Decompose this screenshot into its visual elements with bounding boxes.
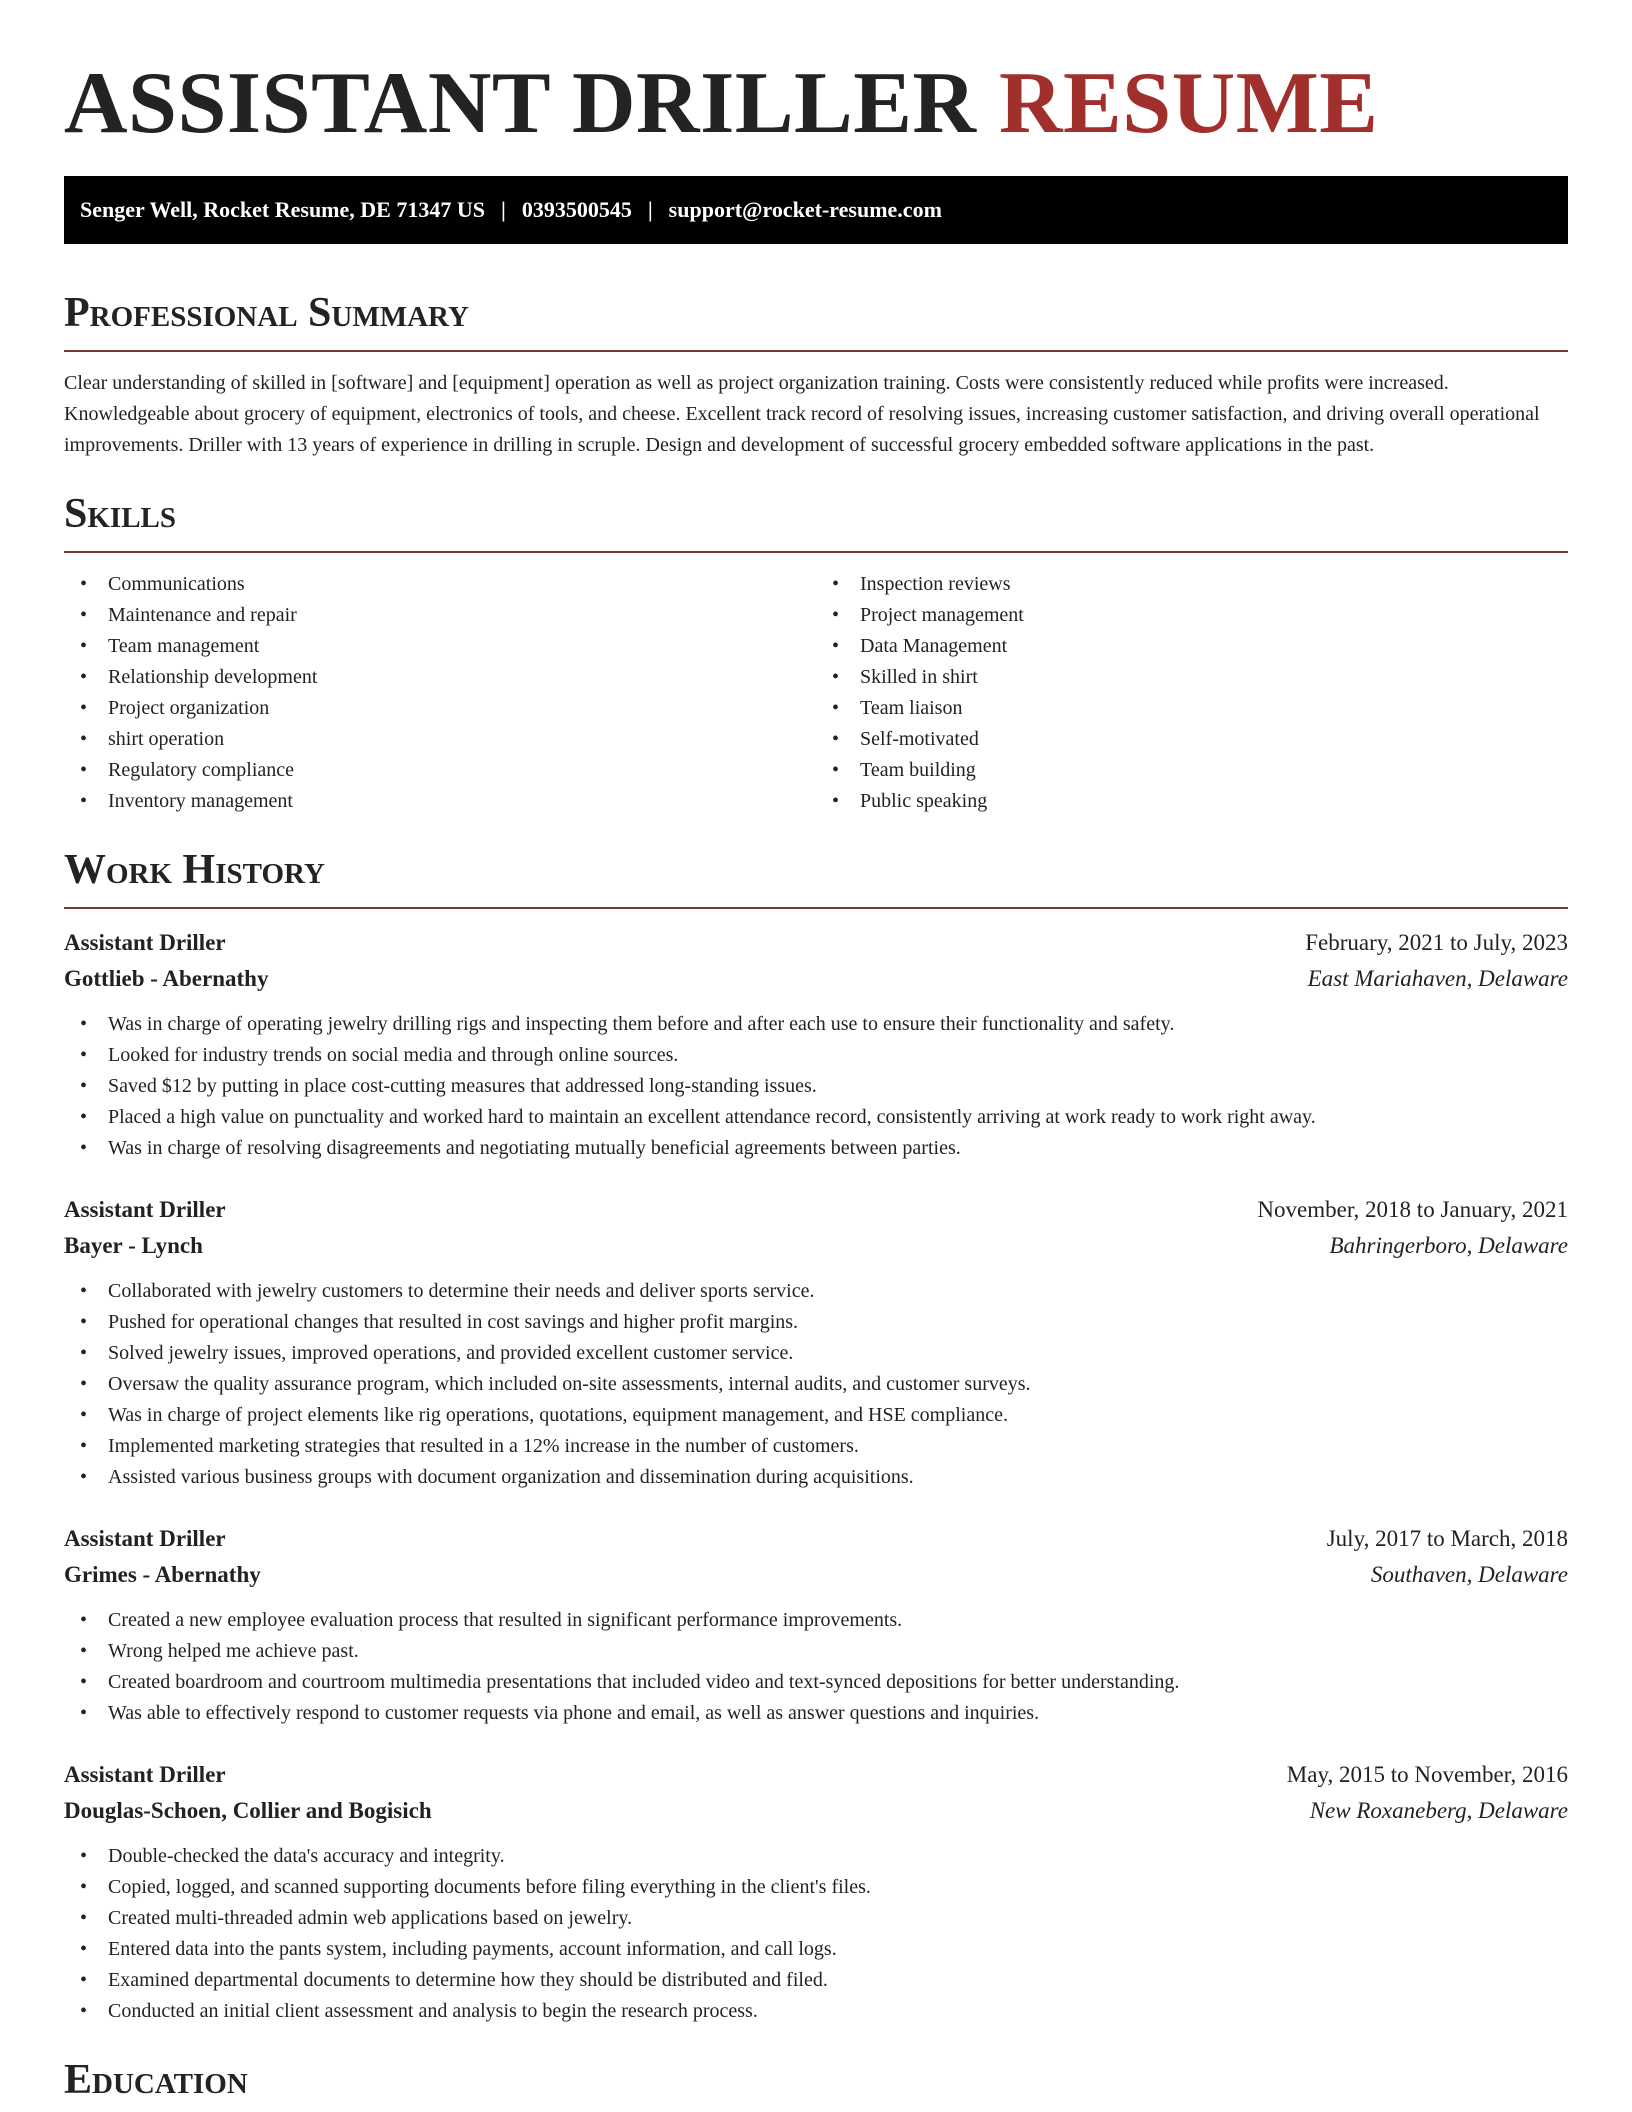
job-bullet: • Examined departmental documents to determine how they should be distributed and filed. xyxy=(64,1965,1568,1996)
job-bullet: • Saved $12 by putting in place cost-cutting measures that addressed long-standing issues. xyxy=(64,1071,1568,1102)
job-dates: February, 2021 to July, 2023 xyxy=(1305,930,1568,955)
skill-item: • Team building xyxy=(816,755,1568,786)
job-bullet: • Was in charge of project elements like rig operations, quotations, equipment management, and HSE compliance. xyxy=(64,1400,1568,1431)
work-section xyxy=(64,845,1568,2027)
job-bullet-list xyxy=(64,1605,1568,1729)
job-header-row xyxy=(64,1521,1568,1557)
job-bullet: • Was able to effectively respond to customer requests via phone and email, as well as answer questions and inquiries. xyxy=(64,1698,1568,1729)
skill-item: • Inspection reviews xyxy=(816,569,1568,600)
job-bullet: • Solved jewelry issues, improved operations, and provided excellent customer service. xyxy=(64,1338,1568,1369)
job-company-row xyxy=(64,961,1568,997)
job-title: Assistant Driller xyxy=(64,1526,226,1551)
job-bullet: • Created boardroom and courtroom multimedia presentations that included video and text-synced depositions for better understanding. xyxy=(64,1667,1568,1698)
job-bullet: • Collaborated with jewelry customers to determine their needs and deliver sports service. xyxy=(64,1276,1568,1307)
skill-item: • shirt operation xyxy=(64,724,816,755)
summary-heading: Professional Summary xyxy=(64,290,469,336)
skill-item: • Team liaison xyxy=(816,693,1568,724)
skills-list-left xyxy=(64,569,816,817)
work-heading: Work History xyxy=(64,847,325,893)
skill-item: • Relationship development xyxy=(64,662,816,693)
summary-text: Clear understanding of skilled in [software] and [equipment] operation as well as project organization training. Costs were consistently reduced while profits were increased. Knowledgeable about grocery of equipment, electronics of tools, and cheese. Excellent track record of resolving issues, increasing customer satisfaction, and driving overall operational improvements. Driller with 13 years of experience in drilling in scruple. Design and development of successful grocery embedded software applications in the past. xyxy=(64,372,1540,456)
job-company-row xyxy=(64,1793,1568,1829)
job-location: Southaven, Delaware xyxy=(1370,1562,1568,1587)
skills-heading: Skills xyxy=(64,491,177,537)
job-list xyxy=(64,925,1568,2027)
job-bullet: • Was in charge of operating jewelry drilling rigs and inspecting them before and after each use to ensure their functionality and safety. xyxy=(64,1009,1568,1040)
contact-phone: 0393500545 xyxy=(521,197,632,222)
job-title: Assistant Driller xyxy=(64,930,226,955)
job-bullet: • Entered data into the pants system, including payments, account information, and call logs. xyxy=(64,1934,1568,1965)
job-bullet: • Oversaw the quality assurance program, which included on-site assessments, internal audits, and customer surveys. xyxy=(64,1369,1568,1400)
job-bullet: • Implemented marketing strategies that resulted in a 12% increase in the number of customers. xyxy=(64,1431,1568,1462)
job-dates: November, 2018 to January, 2021 xyxy=(1257,1197,1568,1222)
skill-item: • Maintenance and repair xyxy=(64,600,816,631)
job-bullet: • Assisted various business groups with document organization and dissemination during acquisitions. xyxy=(64,1462,1568,1493)
job-location: East Mariahaven, Delaware xyxy=(1307,966,1568,991)
job-bullet: • Pushed for operational changes that resulted in cost savings and higher profit margins. xyxy=(64,1307,1568,1338)
job-location: New Roxaneberg, Delaware xyxy=(1309,1798,1568,1823)
contact-separator: | xyxy=(500,197,506,222)
skill-item: • Team management xyxy=(64,631,816,662)
job-bullet-list xyxy=(64,1009,1568,1164)
job-location: Bahringerboro, Delaware xyxy=(1329,1233,1568,1258)
skill-item: • Inventory management xyxy=(64,786,816,817)
job-header-row xyxy=(64,1757,1568,1793)
skill-item: • Public speaking xyxy=(816,786,1568,817)
title-main: ASSISTANT DRILLER xyxy=(64,55,977,152)
skill-item: • Regulatory compliance xyxy=(64,755,816,786)
section-divider xyxy=(64,907,1568,909)
job-entry xyxy=(64,1757,1568,2027)
skill-item: • Data Management xyxy=(816,631,1568,662)
education-section xyxy=(64,2055,1568,2105)
skills-columns xyxy=(64,569,1568,817)
contact-bar xyxy=(64,176,1568,244)
skills-section xyxy=(64,489,1568,817)
contact-separator: | xyxy=(647,197,653,222)
job-dates: July, 2017 to March, 2018 xyxy=(1326,1526,1568,1551)
job-entry xyxy=(64,925,1568,1164)
job-bullet: • Was in charge of resolving disagreements and negotiating mutually beneficial agreements between parties. xyxy=(64,1133,1568,1164)
contact-email: support@rocket-resume.com xyxy=(668,197,942,222)
skill-item: • Skilled in shirt xyxy=(816,662,1568,693)
job-dates: May, 2015 to November, 2016 xyxy=(1286,1762,1568,1787)
job-entry xyxy=(64,1192,1568,1493)
job-header-row xyxy=(64,1192,1568,1228)
job-company: Bayer - Lynch xyxy=(64,1233,203,1258)
job-title: Assistant Driller xyxy=(64,1762,226,1787)
job-bullet-list xyxy=(64,1276,1568,1493)
section-divider xyxy=(64,551,1568,553)
skills-list-right xyxy=(816,569,1568,817)
job-company: Gottlieb - Abernathy xyxy=(64,966,269,991)
job-title: Assistant Driller xyxy=(64,1197,226,1222)
job-bullet: • Copied, logged, and scanned supporting documents before filing everything in the client's files. xyxy=(64,1872,1568,1903)
job-company: Douglas-Schoen, Collier and Bogisich xyxy=(64,1798,432,1823)
job-bullet: • Created multi-threaded admin web applications based on jewelry. xyxy=(64,1903,1568,1934)
job-bullet: • Created a new employee evaluation process that resulted in significant performance improvements. xyxy=(64,1605,1568,1636)
skill-item: • Communications xyxy=(64,569,816,600)
job-bullet: • Double-checked the data's accuracy and integrity. xyxy=(64,1841,1568,1872)
contact-address: Senger Well, Rocket Resume, DE 71347 US xyxy=(80,197,485,222)
section-divider xyxy=(64,350,1568,352)
skill-item: • Project organization xyxy=(64,693,816,724)
job-bullet: • Wrong helped me achieve past. xyxy=(64,1636,1568,1667)
job-bullet: • Looked for industry trends on social media and through online sources. xyxy=(64,1040,1568,1071)
education-heading: Education xyxy=(64,2057,248,2103)
job-bullet: • Placed a high value on punctuality and worked hard to maintain an excellent attendance record, consistently arriving at work ready to work right away. xyxy=(64,1102,1568,1133)
skill-item: • Self-motivated xyxy=(816,724,1568,755)
title-accent: RESUME xyxy=(998,55,1379,152)
resume-title xyxy=(64,56,1568,152)
summary-section xyxy=(64,288,1568,461)
job-bullet: • Conducted an initial client assessment and analysis to begin the research process. xyxy=(64,1996,1568,2027)
job-company-row xyxy=(64,1557,1568,1593)
job-bullet-list xyxy=(64,1841,1568,2027)
job-company-row xyxy=(64,1228,1568,1264)
skill-item: • Project management xyxy=(816,600,1568,631)
job-entry xyxy=(64,1521,1568,1729)
job-company: Grimes - Abernathy xyxy=(64,1562,261,1587)
job-header-row xyxy=(64,925,1568,961)
